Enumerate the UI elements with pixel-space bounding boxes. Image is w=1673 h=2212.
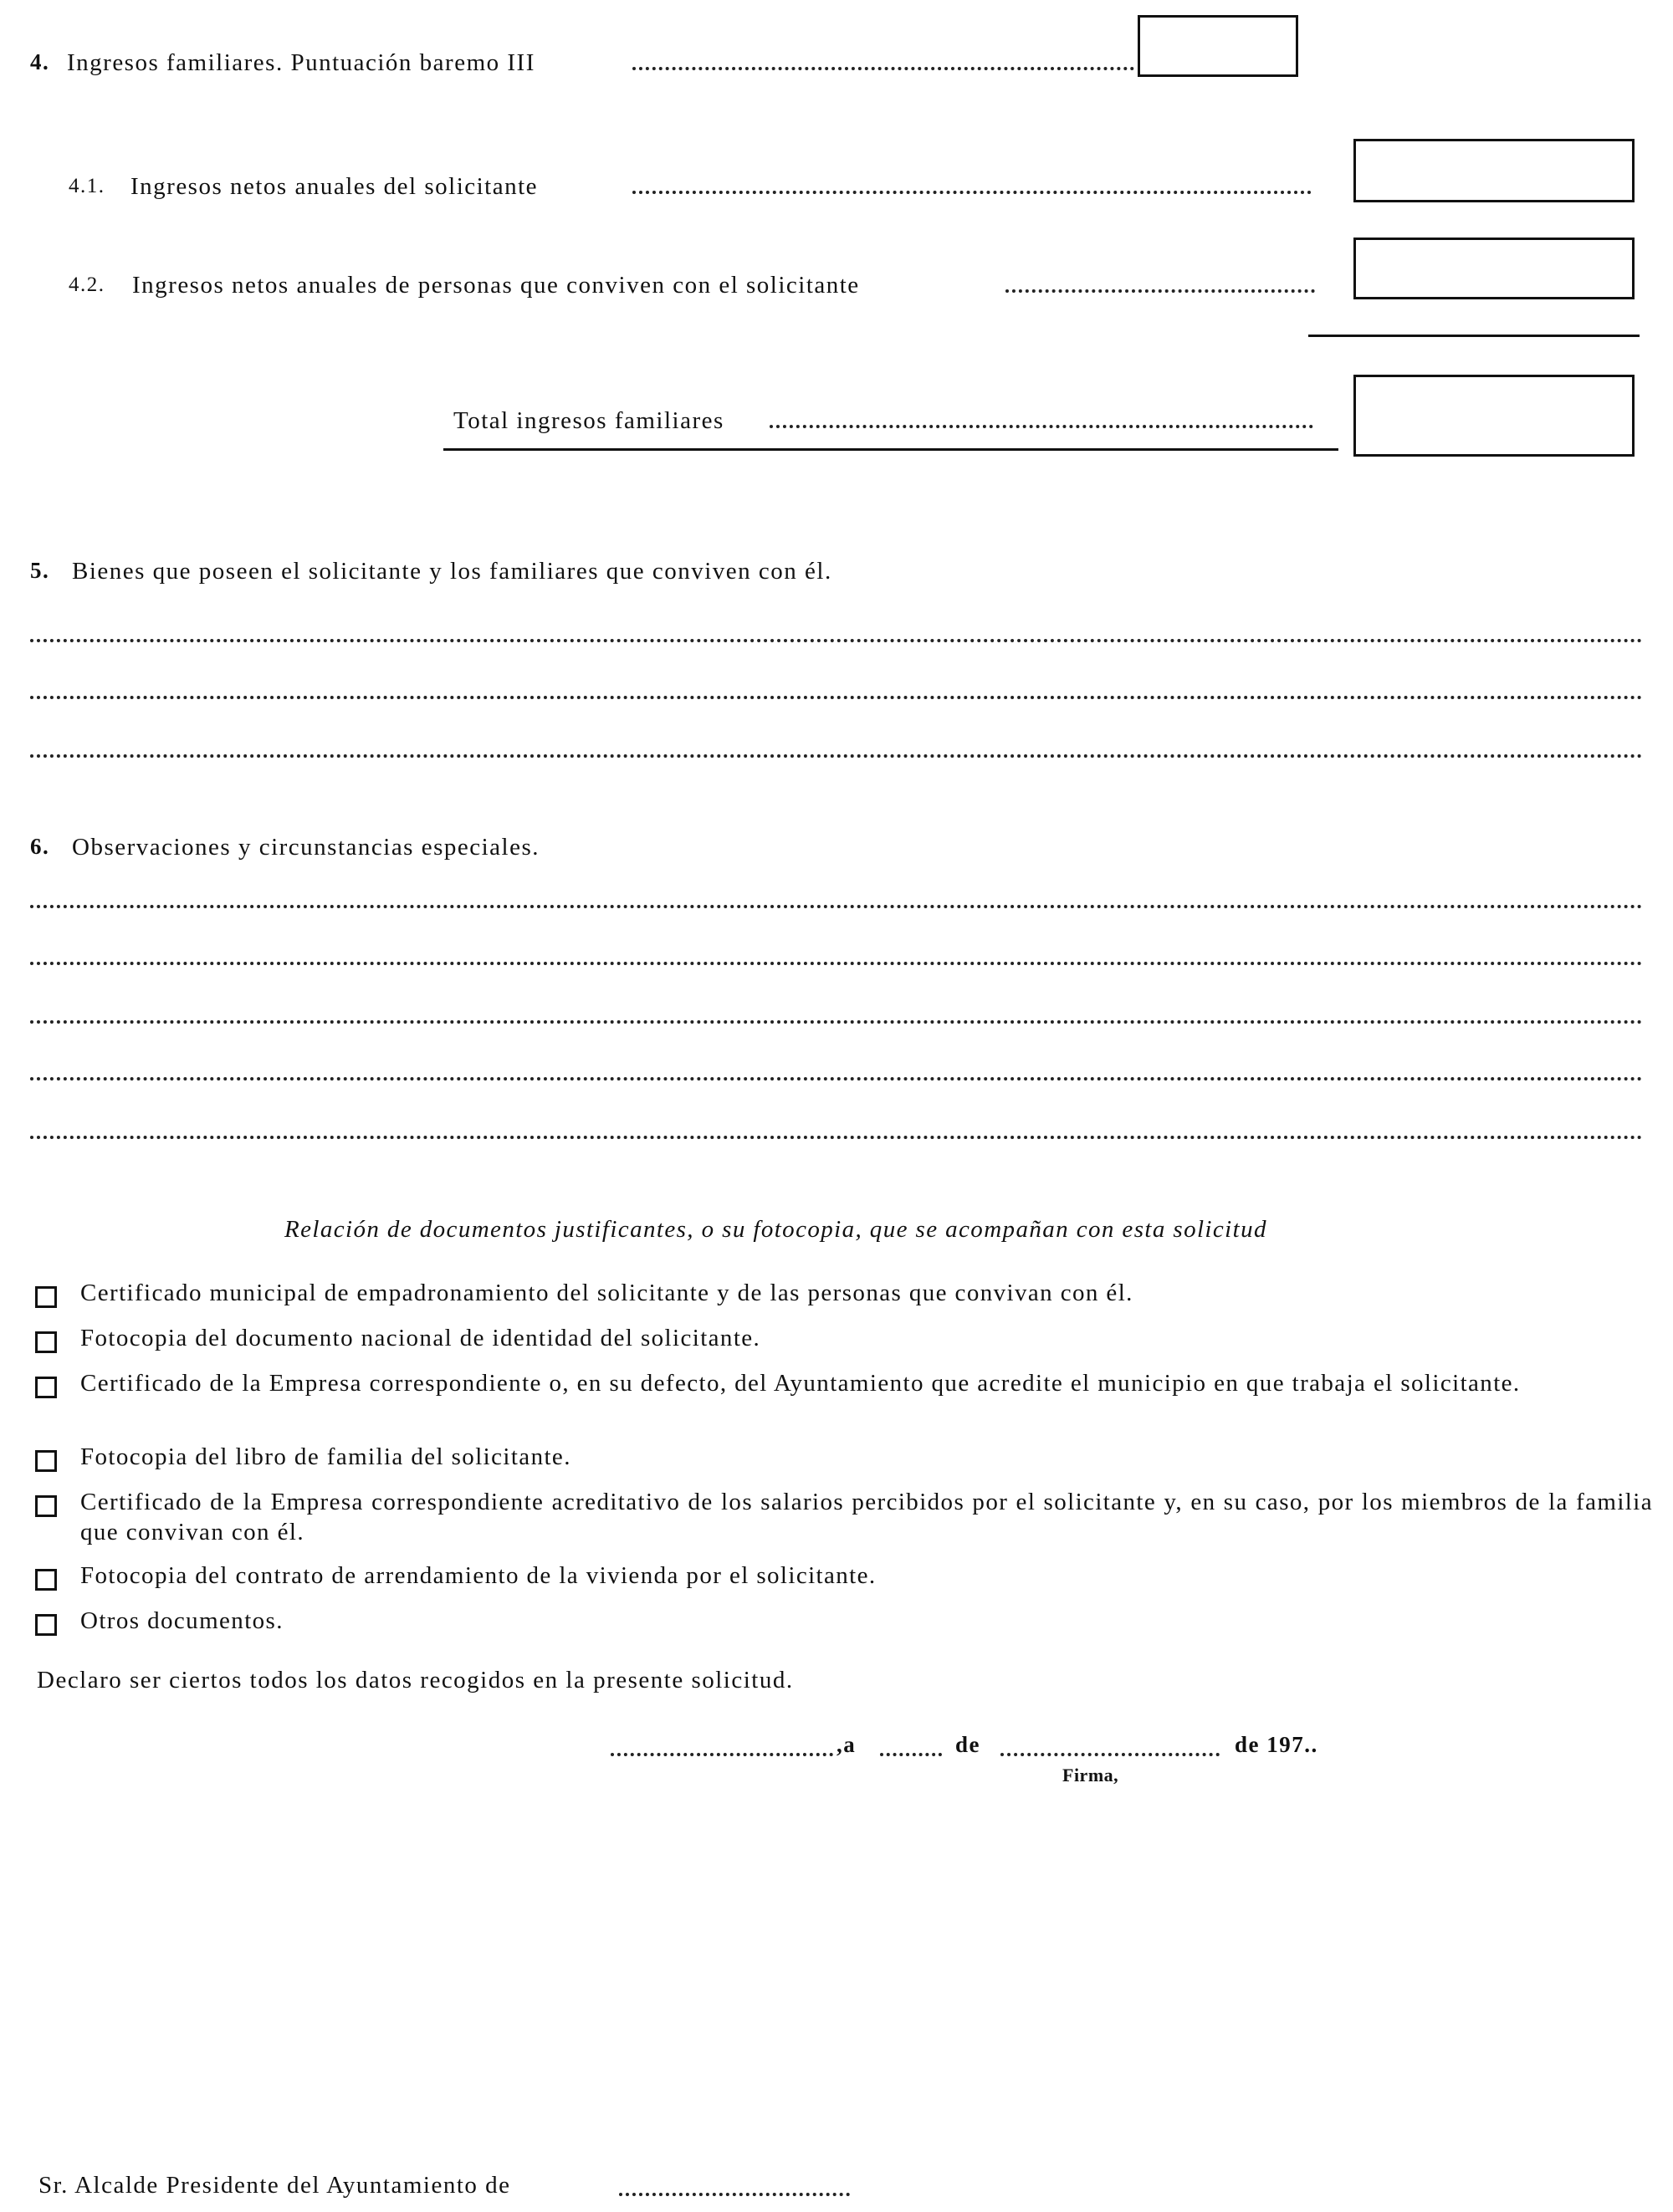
total-underline <box>443 448 1338 451</box>
section6-line-4[interactable] <box>30 1077 1643 1080</box>
section4-2-number: 4.2. <box>69 273 105 296</box>
section6-line-3[interactable] <box>30 1020 1643 1024</box>
section5-line-3[interactable] <box>30 754 1643 758</box>
section4-1-label: Ingresos netos anuales del solicitante <box>130 173 539 200</box>
doc-item-3: Certificado de la Empresa correspondiente o, en su defecto, del Ayuntamiento que acredite el municipio en que trabaja el solicitante. <box>80 1370 1521 1397</box>
doc-checkbox-3[interactable] <box>35 1377 57 1398</box>
section5-line-2[interactable] <box>30 696 1643 699</box>
doc-item-4: Fotocopia del libro de familia del solicitante. <box>80 1443 571 1470</box>
date-day-blank[interactable] <box>880 1753 942 1756</box>
section4-1-amount-box[interactable] <box>1353 139 1635 202</box>
documents-title: Relación de documentos justificantes, o su fotocopia, que se acompañan con esta solicitud <box>284 1216 1267 1243</box>
section6-line-2[interactable] <box>30 962 1643 965</box>
section6-label: Observaciones y circunstancias especiales. <box>72 834 540 861</box>
section5-line-1[interactable] <box>30 639 1643 642</box>
section6-line-1[interactable] <box>30 905 1643 908</box>
section4-dotted-leader <box>632 67 1134 70</box>
doc-checkbox-7[interactable] <box>35 1614 57 1636</box>
date-month-blank[interactable] <box>1000 1753 1220 1756</box>
sum-line <box>1308 335 1640 337</box>
doc-checkbox-6[interactable] <box>35 1569 57 1591</box>
doc-checkbox-4[interactable] <box>35 1450 57 1472</box>
section4-1-dotted-leader <box>632 191 1312 194</box>
section4-number: 4. <box>30 49 50 74</box>
addressee: Sr. Alcalde Presidente del Ayuntamiento de <box>38 2172 511 2199</box>
doc-item-2: Fotocopia del documento nacional de identidad del solicitante. <box>80 1325 761 1351</box>
doc-item-6: Fotocopia del contrato de arrendamiento de la vivienda por el solicitante. <box>80 1562 877 1589</box>
doc-checkbox-2[interactable] <box>35 1331 57 1353</box>
section6-number: 6. <box>30 834 50 859</box>
doc-checkbox-5[interactable] <box>35 1495 57 1517</box>
date-year-text: de 197.. <box>1235 1732 1318 1757</box>
total-dotted-leader <box>770 425 1313 428</box>
doc-item-7: Otros documentos. <box>80 1607 284 1634</box>
total-amount-box[interactable] <box>1353 375 1635 457</box>
section4-2-dotted-leader <box>1005 289 1315 293</box>
signature-label: Firma, <box>1062 1765 1119 1785</box>
date-place-blank[interactable] <box>611 1753 833 1756</box>
section4-2-label: Ingresos netos anuales de personas que conviven con el solicitante <box>132 272 860 299</box>
section4-1-number: 4.1. <box>69 175 105 197</box>
declaration: Declaro ser ciertos todos los datos recogidos en la presente solicitud. <box>37 1667 794 1693</box>
section4-2-amount-box[interactable] <box>1353 238 1635 299</box>
section4-label: Ingresos familiares. Puntuación baremo III <box>67 49 535 76</box>
doc-checkbox-1[interactable] <box>35 1286 57 1308</box>
doc-item-5: Certificado de la Empresa correspondiente acreditativo de los salarios percibidos por el solicitante y, en su caso, por los miembros de la familia que convivan con él. <box>80 1489 1653 1546</box>
date-a-text: ,a <box>836 1732 857 1757</box>
section5-number: 5. <box>30 558 50 583</box>
section6-line-5[interactable] <box>30 1136 1643 1139</box>
section4-score-box[interactable] <box>1138 15 1298 77</box>
doc-item-1: Certificado municipal de empadronamiento del solicitante y de las personas que convivan con él. <box>80 1280 1133 1306</box>
date-de-text: de <box>955 1732 980 1757</box>
addressee-blank[interactable] <box>619 2193 850 2196</box>
total-label: Total ingresos familiares <box>453 407 724 434</box>
section5-label: Bienes que poseen el solicitante y los familiares que conviven con él. <box>72 558 832 585</box>
